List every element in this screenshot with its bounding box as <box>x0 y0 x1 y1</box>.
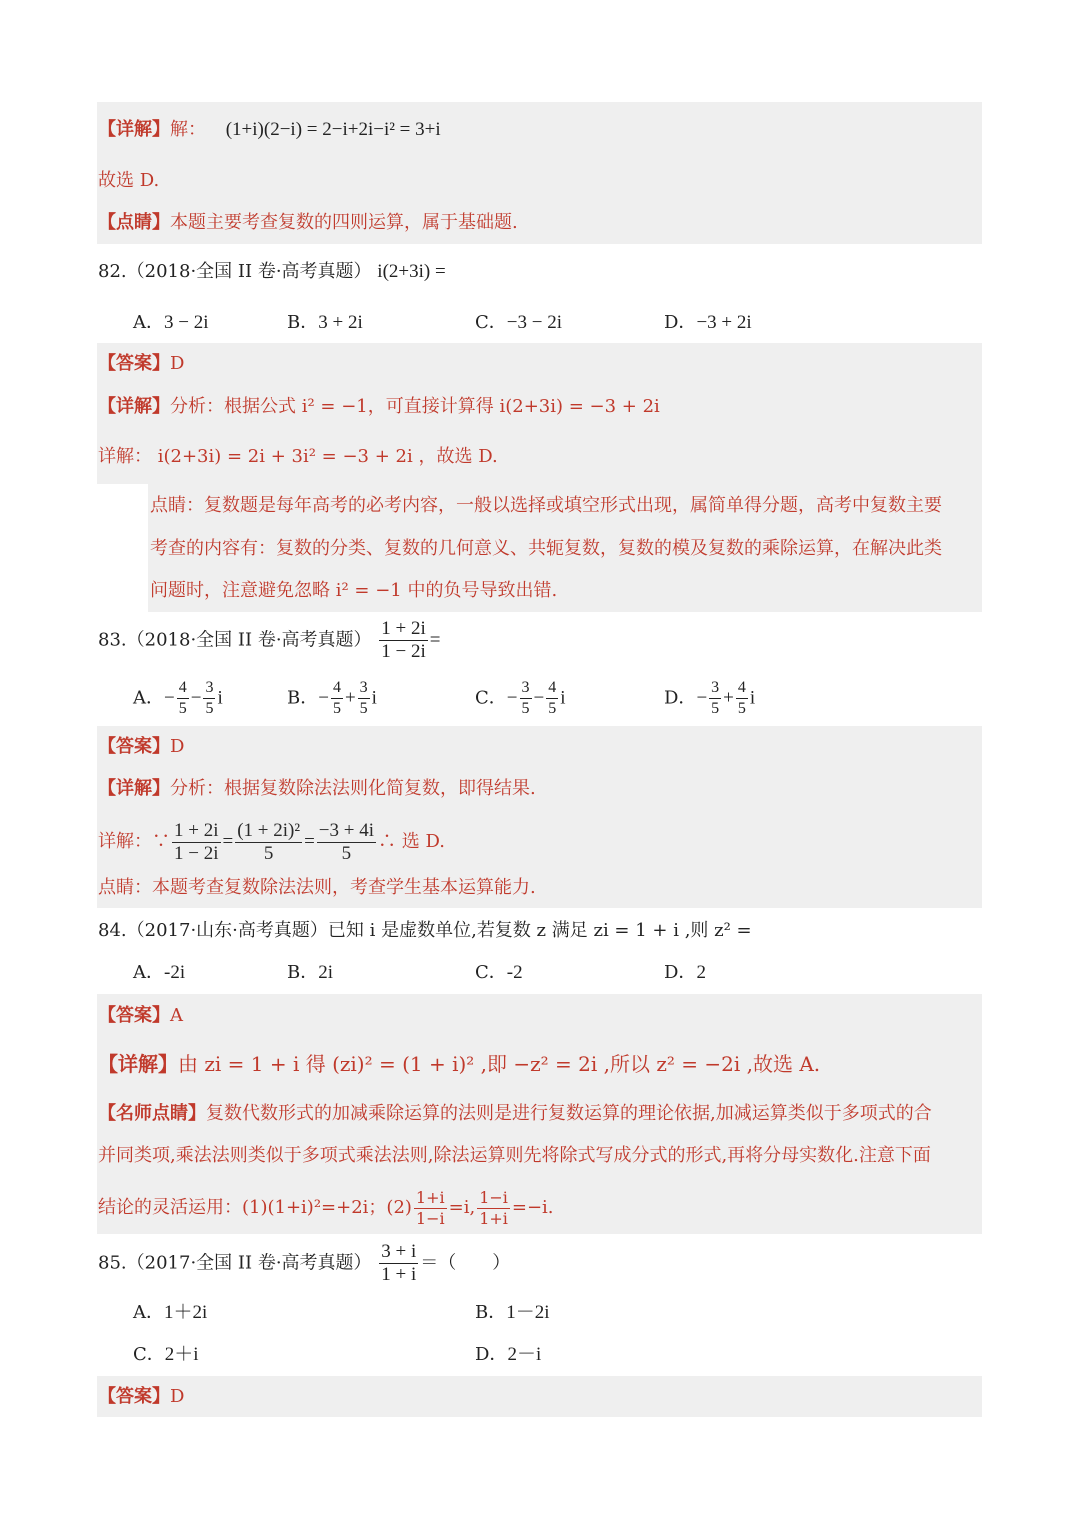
denominator: 5 <box>521 700 530 717</box>
option-text: −3 − 2i <box>506 312 562 333</box>
fraction <box>520 678 532 719</box>
numerator: 4 <box>177 678 189 699</box>
option-a[interactable] <box>133 961 185 985</box>
famous-text: =−i. <box>511 1197 554 1218</box>
option-text: 3 + 2i <box>318 312 363 333</box>
question-number: 82. <box>98 261 127 282</box>
option-text: 2＋i <box>164 1344 199 1365</box>
fraction <box>317 820 376 865</box>
option-d[interactable] <box>475 1343 541 1367</box>
note-tag: 【点睛】 <box>98 212 170 233</box>
question-text: 已知 i 是虚数单位,若复数 z 满足 zi = 1 + i ,则 z² = <box>327 920 752 941</box>
numerator: 4 <box>546 678 558 699</box>
detail-tag: 【详解】 <box>98 119 170 140</box>
note-line-3: 问题时，注意避免忽略 i² = −1 中的负号导致出错. <box>150 580 558 601</box>
option-b[interactable] <box>475 1301 550 1325</box>
detail-end: ∴ 选 D. <box>378 831 445 852</box>
numerator: −3 + 4i <box>318 819 375 841</box>
fraction <box>177 678 189 719</box>
option-b[interactable] <box>287 961 333 985</box>
operator: − <box>190 687 202 709</box>
detail-line <box>98 395 660 419</box>
fraction-denominator: 1 − 2i <box>381 641 426 662</box>
option-text: -2i <box>164 962 186 983</box>
numerator: 3 <box>520 678 532 699</box>
option-label: C． <box>475 312 507 333</box>
answer-tag: 【答案】 <box>98 1005 170 1026</box>
option-text: 1－2i <box>506 1302 550 1323</box>
sign: − <box>506 687 518 709</box>
option-label: D． <box>475 1344 508 1365</box>
option-text: 2－i <box>507 1344 542 1365</box>
note-line-1: 点睛：复数题是每年高考的必考内容，一般以选择或填空形式出现，属简单得分题，高考中复数主要 <box>150 495 942 516</box>
denominator: 1−i <box>415 1208 445 1228</box>
denominator: 1+i <box>479 1208 508 1228</box>
famous-note-line-2: 并同类项,乘法法则类似于多项式乘法法则,除法运算则先将除式写成分式的形式,再将分母实数化.注意下面 <box>98 1145 931 1166</box>
detail-line <box>98 1052 820 1076</box>
fraction <box>358 678 370 719</box>
sign: − <box>318 687 329 709</box>
question-source: （2018·全国 II 卷·高考真题） <box>126 629 372 651</box>
question-number: 83. <box>98 629 127 651</box>
famous-note-line-1 <box>98 1102 932 1126</box>
famous-tag: 【名师点睛】 <box>98 1103 206 1124</box>
answer-value: D <box>170 1386 185 1407</box>
denominator: 1 − 2i <box>174 842 219 864</box>
option-label: A． <box>133 687 164 709</box>
fraction <box>414 1188 447 1229</box>
question-source: （2017·全国 II 卷·高考真题） <box>126 1252 372 1274</box>
fraction-numerator: 1 + 2i <box>381 618 426 639</box>
famous-note-line-3 <box>98 1186 554 1230</box>
option-a[interactable] <box>133 311 209 335</box>
question-expression: i(2+3i) = <box>377 261 446 282</box>
detail-text: 分析：根据复数除法法则化简复数，即得结果. <box>170 778 536 799</box>
detail-line-2: 详解： i(2+3i) = 2i + 3i² = −3 + 2i ，故选 D. <box>98 446 498 467</box>
operator: + <box>723 687 734 709</box>
numerator: (1 + 2i)² <box>237 819 301 841</box>
denominator: 5 <box>359 700 368 717</box>
famous-text: 复数代数形式的加减乘除运算的法则是进行复数运算的理论依据,加减运算类似于多项式的合 <box>206 1103 932 1124</box>
note-text: 本题主要考查复数的四则运算，属于基础题. <box>170 212 518 233</box>
answer-tag: 【答案】 <box>98 736 170 757</box>
fraction <box>546 678 558 719</box>
numerator: 3 <box>203 678 215 699</box>
answer-tag: 【答案】 <box>98 353 170 374</box>
option-label: B． <box>287 962 319 983</box>
fraction <box>172 820 221 865</box>
operator: + <box>344 687 356 709</box>
detail-line <box>98 118 441 142</box>
question-blank: ＝（ ） <box>420 1252 511 1274</box>
fraction <box>235 820 302 865</box>
option-label: A． <box>133 1302 164 1323</box>
fraction <box>331 678 343 719</box>
question-source: （2017·山东·高考真题） <box>126 920 328 941</box>
answer-value: D <box>170 353 185 374</box>
detail-line <box>98 777 536 801</box>
imaginary-unit: i <box>371 687 377 709</box>
question-number: 85. <box>98 1252 127 1274</box>
question-83-stem <box>98 618 441 663</box>
question-84-stem <box>98 919 752 943</box>
option-text: 1＋2i <box>164 1302 208 1323</box>
note-line-2: 考查的内容有：复数的分类、复数的几何意义、共轭复数，复数的模及复数的乘除运算，在解决此类 <box>150 538 942 559</box>
fraction <box>203 678 215 719</box>
option-text: 2 <box>696 962 706 983</box>
numerator: 1−i <box>479 1187 508 1207</box>
note-line: 点睛：本题考查复数除法法则，考查学生基本运算能力. <box>98 877 536 898</box>
imaginary-unit: i <box>560 687 566 709</box>
numerator: 3 <box>709 678 721 699</box>
denominator: 5 <box>332 700 341 717</box>
sign: − <box>696 687 708 709</box>
fraction <box>736 678 748 719</box>
option-label: D． <box>664 962 697 983</box>
denominator: 5 <box>548 700 557 717</box>
option-text: 3 − 2i <box>164 312 209 333</box>
detail-label: 解： <box>170 119 206 140</box>
fraction <box>477 1188 510 1229</box>
imaginary-unit: i <box>749 687 756 709</box>
option-a[interactable] <box>133 678 223 719</box>
option-label: A． <box>133 312 164 333</box>
fraction-denominator: 1 + i <box>381 1264 417 1285</box>
option-text: −3 + 2i <box>696 312 752 333</box>
numerator: 1 + 2i <box>174 819 219 841</box>
detail-tag: 【详解】 <box>98 778 170 799</box>
option-label: C． <box>133 1344 165 1365</box>
numerator: 3 <box>358 678 370 699</box>
option-label: C． <box>475 687 507 709</box>
detail-text: 由 zi = 1 + i 得 (zi)² = (1 + i)² ,即 −z² = 2i ,所以 z² = −2i ,故选 A. <box>178 1052 821 1076</box>
option-label: C． <box>475 962 507 983</box>
operator: − <box>533 687 545 709</box>
answer-tag: 【答案】 <box>98 1386 170 1407</box>
question-85-stem <box>98 1241 510 1286</box>
answer-line <box>98 1385 184 1409</box>
question-fraction <box>379 618 428 663</box>
option-d[interactable] <box>664 311 752 335</box>
famous-text: 结论的灵活运用：(1)(1+i)²=+2i；(2) <box>98 1197 412 1218</box>
option-a[interactable] <box>133 1301 207 1325</box>
question-number: 84. <box>98 920 127 941</box>
choose-line: 故选 D. <box>98 170 160 191</box>
option-text: -2 <box>506 962 523 983</box>
option-d[interactable] <box>664 678 755 719</box>
option-b[interactable] <box>287 311 363 335</box>
option-label: D． <box>664 312 697 333</box>
option-text: 2i <box>318 962 334 983</box>
answer-line <box>98 352 184 376</box>
fraction-numerator: 3 + i <box>381 1241 417 1262</box>
answer-line <box>98 1004 183 1028</box>
detail-label: 详解：∵ <box>98 831 170 852</box>
sign: − <box>164 687 175 709</box>
option-b[interactable] <box>287 678 377 719</box>
question-fraction <box>379 1241 418 1286</box>
option-d[interactable] <box>664 961 706 985</box>
denominator: 5 <box>711 700 720 717</box>
answer-value: D <box>170 736 185 757</box>
denominator: 5 <box>263 842 274 864</box>
detail-line-2: 详解：∵ $\frac{1 + 2i}{1 - 2i}$ = $\frac{\text{(1 + 2i)²}}{5}$ = $\frac{-3 + 4i}{5}$ ∴ 选 D. <box>98 819 445 864</box>
question-82-stem <box>98 260 446 284</box>
imaginary-unit: i <box>217 687 223 709</box>
numerator: 4 <box>736 678 748 699</box>
note-line <box>98 211 518 235</box>
option-label: D． <box>664 687 697 709</box>
question-source: （2018·全国 II 卷·高考真题） <box>126 261 372 282</box>
option-label: B． <box>475 1302 507 1323</box>
detail-tag: 【详解】 <box>98 396 170 417</box>
numerator: 4 <box>331 678 343 699</box>
option-c[interactable] <box>475 678 566 719</box>
numerator: 1+i <box>415 1187 445 1207</box>
option-c[interactable] <box>475 311 562 335</box>
option-label: A． <box>133 962 164 983</box>
solution-block-85 <box>97 1376 982 1417</box>
option-c[interactable] <box>475 961 523 985</box>
detail-tag: 【详解】 <box>98 1052 178 1076</box>
fraction <box>709 678 721 719</box>
equals-sign: = <box>429 629 441 651</box>
detail-math: (1+i)(2−i) = 2−i+2i−i² = 3+i <box>225 119 441 140</box>
answer-line <box>98 735 184 759</box>
famous-text: =i, <box>448 1197 476 1218</box>
option-label: B． <box>287 312 319 333</box>
option-c[interactable] <box>133 1343 199 1367</box>
detail-text: 分析：根据公式 i² = −1，可直接计算得 i(2+3i) = −3 + 2i <box>170 396 660 417</box>
denominator: 5 <box>737 700 746 717</box>
denominator: 5 <box>205 700 214 717</box>
option-label: B． <box>287 687 319 709</box>
answer-value: A <box>170 1005 183 1026</box>
denominator: 5 <box>178 700 187 717</box>
denominator: 5 <box>341 842 352 864</box>
